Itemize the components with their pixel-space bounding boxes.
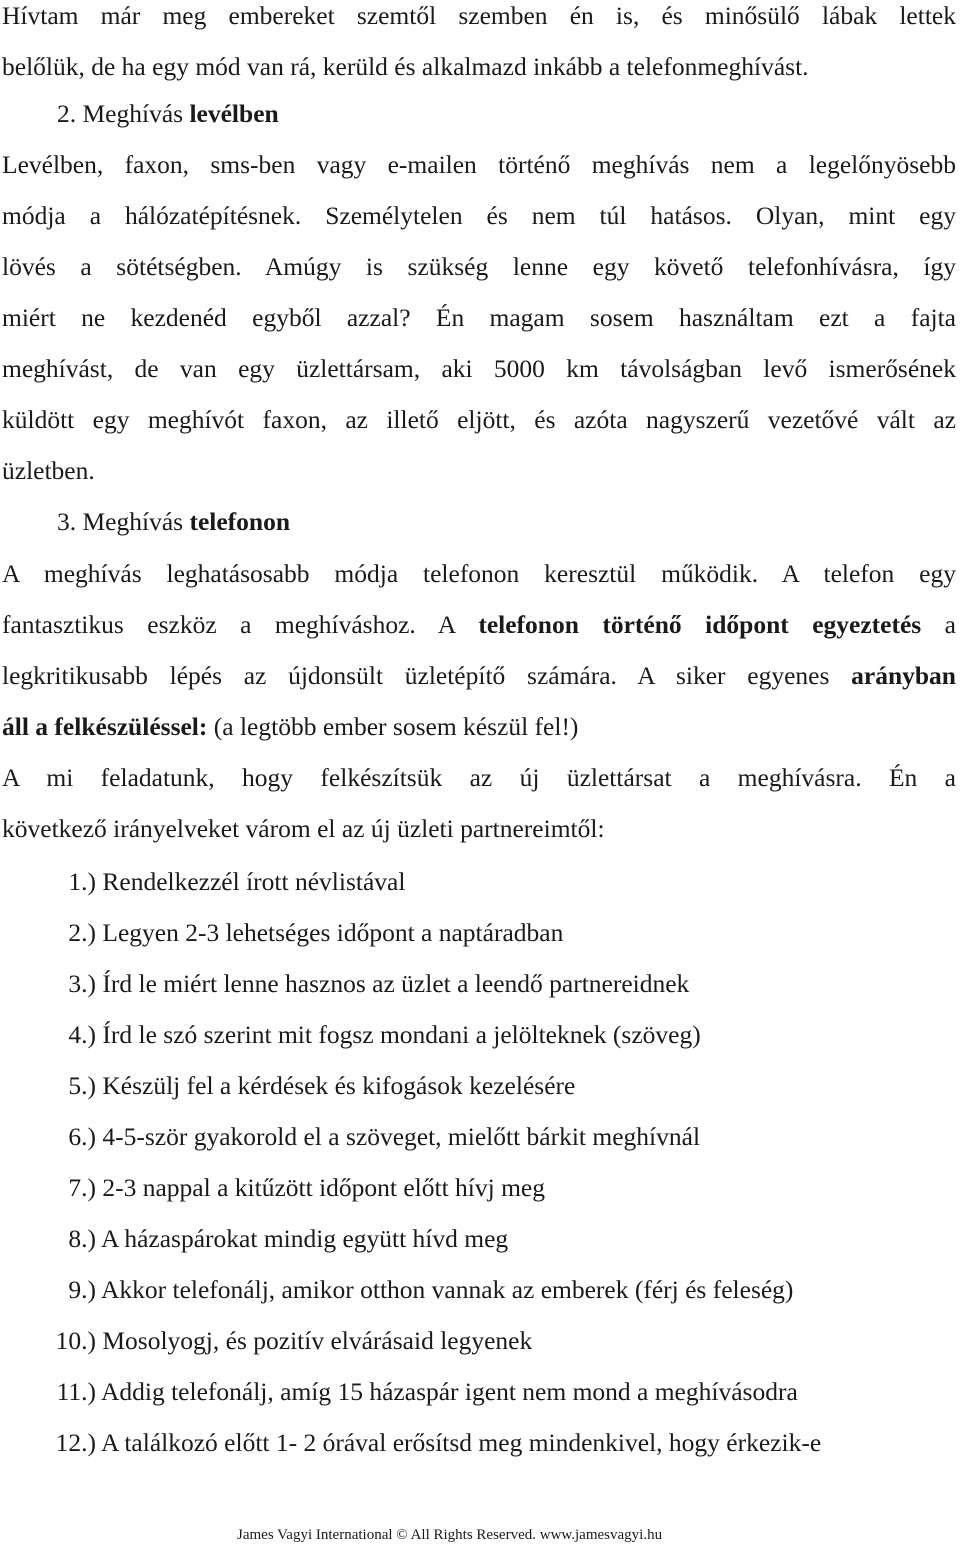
list-item-text: Írd le szó szerint mit fogsz mondani a jelölteknek (szöveg) [102, 1020, 701, 1049]
list-item [0, 1162, 956, 1213]
list-item-number: 5.) [68, 1071, 96, 1100]
section3-emphasis: áll a felkészüléssel: [2, 712, 208, 741]
list-item [0, 856, 956, 907]
section2-line: miért ne kezdenéd egyből azzal? Én magam sosem használtam ezt a fajta [2, 303, 956, 332]
section2-line: meghívást, de van egy üzlettársam, aki 5000 km távolságban levő ismerősének [2, 354, 956, 383]
intro-line: Hívtam már meg embereket szemtől szemben én is, és minősülő lábak lettek [2, 1, 956, 30]
guidelines-list [0, 856, 956, 1468]
list-item-text: Addig telefonálj, amíg 15 házaspár igent nem mond a meghívásodra [100, 1377, 798, 1406]
list-item-number: 12.) [55, 1428, 96, 1457]
intro-line: belőlük, de ha egy mód van rá, kerüld és alkalmazd inkább a telefonmeghívást. [2, 52, 809, 81]
list-item-number: 11.) [56, 1377, 96, 1406]
section2-line: Levélben, faxon, sms-ben vagy e-mailen történő meghívás nem a legelőnyösebb [2, 150, 956, 179]
section2-paragraph [2, 139, 956, 496]
list-item-text: Készülj fel a kérdések és kifogások kezelésére [102, 1071, 576, 1100]
section2-number: 2. Meghívás [57, 99, 190, 128]
section2-line: módja a hálózatépítésnek. Személytelen és nem túl hatásos. Olyan, mint egy [2, 201, 956, 230]
section3-text: a [921, 610, 956, 639]
section3-heading [57, 496, 290, 547]
list-item-number: 3.) [68, 969, 96, 998]
list-item-number: 6.) [68, 1122, 96, 1151]
list-item [0, 1213, 956, 1264]
list-item [0, 1417, 956, 1468]
section3-line [2, 599, 956, 650]
section3-text: (a legtöbb ember sosem készül fel!) [207, 712, 579, 741]
section3-emphasis: telefonon történő időpont egyeztetés [478, 610, 922, 639]
list-item-number: 10.) [55, 1326, 96, 1355]
section3-line: következő irányelveket várom el az új üzleti partnereimtől: [2, 814, 605, 843]
list-item-number: 7.) [68, 1173, 96, 1202]
list-item-text: Rendelkezzél írott névlistával [102, 867, 406, 896]
list-item [0, 1264, 956, 1315]
section3-emphasis: arányban [851, 661, 956, 690]
section2-title: levélben [189, 99, 279, 128]
section3-text: legkritikusabb lépés az újdonsült üzletépítő számára. A siker egyenes [2, 661, 852, 690]
section3-number: 3. Meghívás [57, 507, 190, 536]
section3-line: A meghívás leghatásosabb módja telefonon keresztül működik. A telefon egy [2, 559, 956, 588]
section3-line [2, 701, 956, 752]
list-item-text: Akkor telefonálj, amikor otthon vannak az emberek (férj és feleség) [100, 1275, 794, 1304]
list-item-number: 9.) [68, 1275, 96, 1304]
section3-paragraph [2, 548, 956, 854]
list-item [0, 907, 956, 958]
list-item-text: A találkozó előtt 1- 2 órával erősítsd meg mindenkivel, hogy érkezik-e [100, 1428, 822, 1457]
list-item [0, 958, 956, 1009]
section3-text: fantasztikus eszköz a meghíváshoz. A [2, 610, 479, 639]
list-item-text: A házaspárokat mindig együtt hívd meg [100, 1224, 509, 1253]
list-item-number: 8.) [68, 1224, 96, 1253]
section2-line: küldött egy meghívót faxon, az illető eljött, és azóta nagyszerű vezetővé vált az [2, 405, 956, 434]
list-item [0, 1366, 956, 1417]
list-item-text: 2-3 nappal a kitűzött időpont előtt hívj meg [102, 1173, 546, 1202]
list-item [0, 1315, 956, 1366]
section3-title: telefonon [189, 507, 291, 536]
section2-heading [57, 88, 279, 139]
section3-line: A mi feladatunk, hogy felkészítsük az új üzlettársat a meghívásra. Én a [2, 763, 956, 792]
list-item-text: Írd le miért lenne hasznos az üzlet a leendő partnereidnek [102, 969, 690, 998]
section2-line: lövés a sötétségben. Amúgy is szükség lenne egy követő telefonhívásra, így [2, 252, 956, 281]
copyright-notice: James Vagyi International © All Rights Reserved. www.jamesvagyi.hu [237, 1527, 663, 1543]
list-item [0, 1060, 956, 1111]
list-item-text: Mosolyogj, és pozitív elvárásaid legyenek [102, 1326, 533, 1355]
section2-line: üzletben. [2, 456, 95, 485]
list-item [0, 1009, 956, 1060]
list-item-text: 4-5-ször gyakorold el a szöveget, mielőtt bárkit meghívnál [102, 1122, 701, 1151]
list-item-number: 2.) [68, 918, 96, 947]
list-item-number: 4.) [68, 1020, 96, 1049]
intro-paragraph [2, 0, 956, 92]
list-item [0, 1111, 956, 1162]
section3-line [2, 650, 956, 701]
list-item-text: Legyen 2-3 lehetséges időpont a naptáradban [102, 918, 564, 947]
list-item-number: 1.) [68, 867, 96, 896]
